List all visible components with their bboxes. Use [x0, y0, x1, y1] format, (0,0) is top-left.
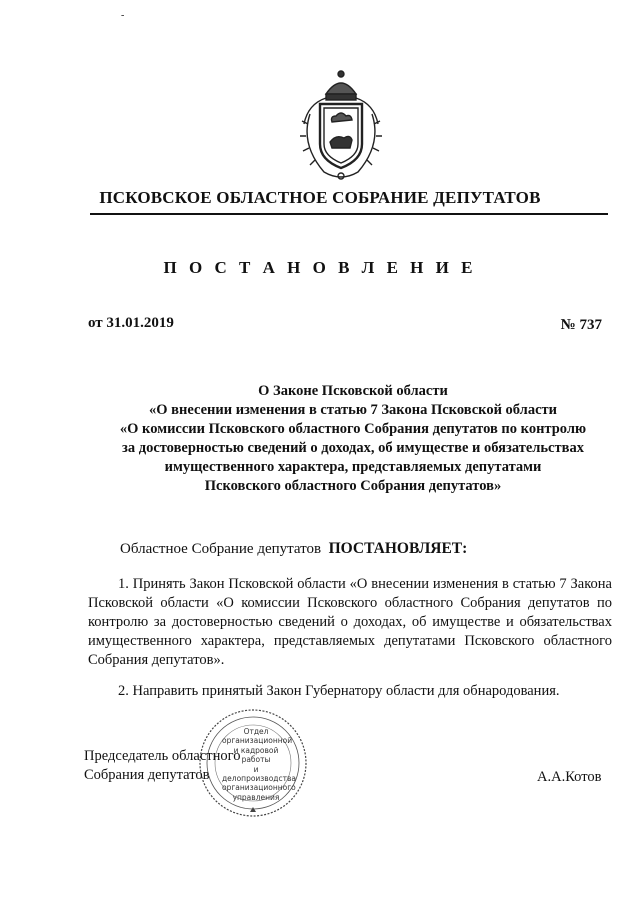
- subject-line: «О внесении изменения в статью 7 Закона Псковской области: [149, 402, 557, 418]
- decree-paragraph-2: 2. Направить принятый Закон Губернатору области для обнародования.: [118, 683, 560, 699]
- stamp-line: и кадровой: [233, 745, 279, 755]
- stamp-line: управления: [232, 792, 280, 802]
- subject-line: «О комиссии Псковского областного Собрания депутатов по контролю: [119, 421, 587, 437]
- document-subject: [88, 382, 618, 496]
- decree-intro-text: Областное Собрание депутатов: [120, 541, 322, 557]
- decree-intro: [120, 540, 467, 558]
- corner-mark: -: [121, 10, 125, 21]
- coat-of-arms-icon: [296, 64, 386, 184]
- subject-line: имущественного характера, представляемых депутатами: [164, 459, 542, 475]
- stamp-line: организационного: [222, 783, 296, 793]
- stamp-line: и делопроизводства: [222, 764, 297, 784]
- stamp-line: Отдел: [243, 727, 269, 736]
- title-divider: [90, 213, 608, 215]
- signatory-title: [84, 747, 240, 785]
- decree-paragraph-1: 1. Принять Закон Псковской области «О внесении изменения в статью 7 Закона Псковской области «О комиссии Псковского областного Собрания депутатов по контролю за достоверностью сведений о доходах, об имуществе и обязательствах имущественного характера, представляемых депутатами Псковского областного Собрания депутатов».: [88, 576, 612, 668]
- subject-line: Псковского областного Собрания депутатов»: [204, 478, 502, 494]
- stamp-line: работы: [241, 755, 271, 765]
- decree-keyword: ПОСТАНОВЛЯЕТ:: [328, 540, 468, 557]
- subject-line: О Законе Псковской области: [258, 383, 448, 399]
- signatory-title-line: Собрания депутатов: [84, 767, 210, 783]
- document-type-heading: П О С Т А Н О В Л Е Н И Е: [163, 258, 477, 277]
- subject-line: за достоверностью сведений о доходах, об имуществе и обязательствах: [122, 440, 584, 456]
- document-number: № 737: [560, 317, 602, 333]
- signatory-title-line: Председатель областного: [84, 748, 241, 764]
- organization-title: ПСКОВСКОЕ ОБЛАСТНОЕ СОБРАНИЕ ДЕПУТАТОВ: [99, 188, 541, 207]
- stamp-line: организационной: [222, 736, 293, 746]
- document-date: от 31.01.2019: [88, 315, 174, 331]
- signatory-name: А.А.Котов: [537, 769, 602, 785]
